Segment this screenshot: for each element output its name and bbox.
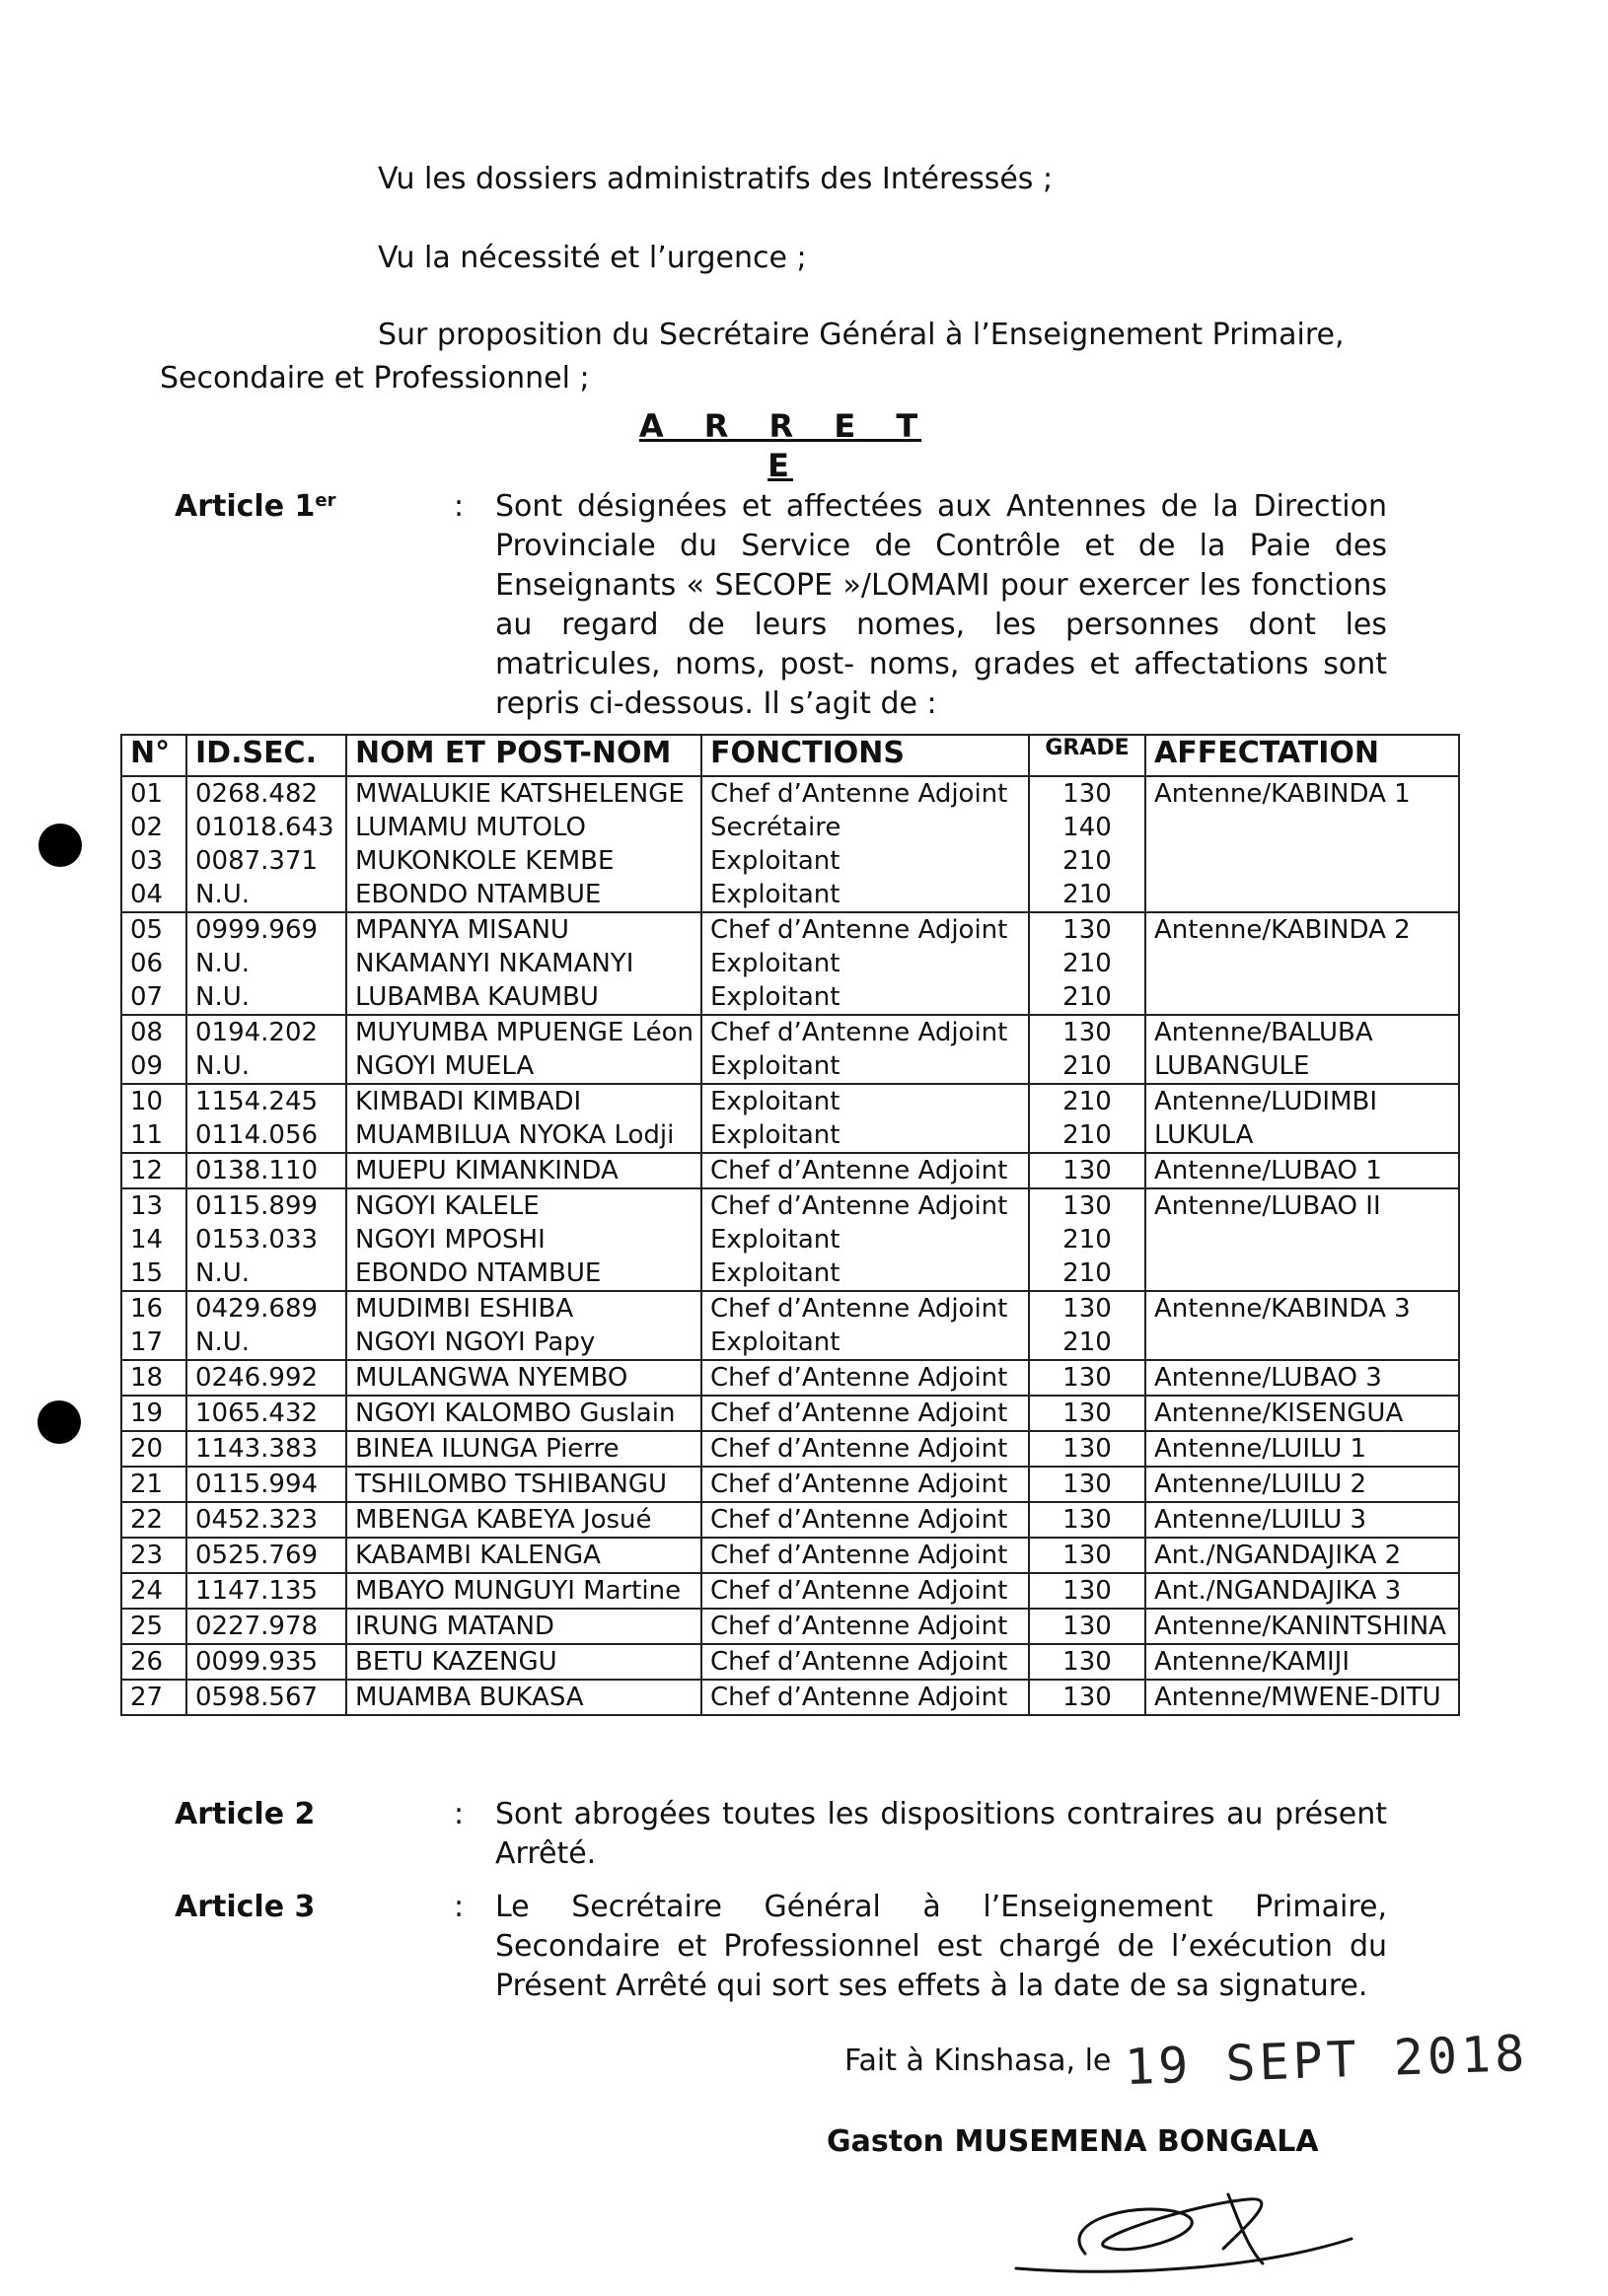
cell-row-number: 09 [121,1049,186,1084]
cell-row-number: 10 [121,1084,186,1118]
cell-grade: 130 [1029,1291,1145,1326]
table-row [121,1644,1459,1680]
cell-id-sec: 0525.769 [186,1538,346,1573]
cell-nom-post-nom: EBONDO NTAMBUE [346,1256,701,1291]
table-row [121,1502,1459,1538]
cell-fonction: Chef d’Antenne Adjoint [701,1360,1029,1396]
cell-id-sec: 01018.643 [186,811,346,844]
page-title: A R R E T E [638,407,922,484]
cell-row-number: 11 [121,1118,186,1153]
header-grade: GRADE [1029,735,1145,776]
header-id-sec: ID.SEC. [186,735,346,776]
cell-id-sec: 0153.033 [186,1223,346,1256]
cell-fonction: Exploitant [701,980,1029,1015]
cell-nom-post-nom: LUBAMBA KAUMBU [346,980,701,1015]
cell-affectation: Antenne/KAMIJI [1145,1644,1459,1680]
table-row [121,1396,1459,1431]
header-fonctions: FONCTIONS [701,735,1029,776]
cell-row-number: 01 [121,776,186,811]
cell-affectation: Antenne/KISENGUA [1145,1396,1459,1431]
cell-fonction: Exploitant [701,947,1029,980]
intro-line-necessite: Vu la nécessité et l’urgence ; [378,241,807,275]
cell-id-sec: 0268.482 [186,776,346,811]
cell-grade: 210 [1029,980,1145,1015]
cell-fonction: Chef d’Antenne Adjoint [701,1680,1029,1715]
cell-id-sec: 1147.135 [186,1573,346,1609]
cell-id-sec: 1154.245 [186,1084,346,1118]
cell-id-sec: 0227.978 [186,1609,346,1644]
cell-affectation: Antenne/LUBAO 3 [1145,1360,1459,1396]
cell-nom-post-nom: MUKONKOLE KEMBE [346,844,701,878]
cell-id-sec: 0138.110 [186,1153,346,1188]
cell-fonction: Chef d’Antenne Adjoint [701,1573,1029,1609]
table-row [121,912,1459,947]
cell-id-sec: 0115.899 [186,1188,346,1223]
table-row [121,1360,1459,1396]
cell-nom-post-nom: MPANYA MISANU [346,912,701,947]
cell-affectation: Antenne/LUBAO II [1145,1188,1459,1291]
cell-id-sec: 0115.994 [186,1467,346,1502]
table-header-row [121,735,1459,776]
cell-nom-post-nom: NGOYI KALOMBO Guslain [346,1396,701,1431]
cell-id-sec: 0246.992 [186,1360,346,1396]
cell-grade: 130 [1029,1467,1145,1502]
cell-nom-post-nom: NGOYI MUELA [346,1049,701,1084]
table-body [121,776,1459,1715]
cell-grade: 130 [1029,1644,1145,1680]
cell-fonction: Chef d’Antenne Adjoint [701,1153,1029,1188]
cell-affectation: Antenne/KABINDA 2 [1145,912,1459,1015]
cell-grade: 130 [1029,1609,1145,1644]
cell-row-number: 19 [121,1396,186,1431]
cell-affectation: Antenne/LUBAO 1 [1145,1153,1459,1188]
cell-row-number: 14 [121,1223,186,1256]
cell-grade: 210 [1029,844,1145,878]
cell-grade: 130 [1029,1153,1145,1188]
table-row [121,776,1459,811]
cell-nom-post-nom: NKAMANYI NKAMANYI [346,947,701,980]
cell-fonction: Exploitant [701,1118,1029,1153]
table-row [121,1467,1459,1502]
article-1-text: Sont désignées et affectées aux Antennes de la Direction Provinciale du Service de Contrôle et de la Paie des Enseignants « SECOPE »/LOMAMI pour exercer les fonctions au regard de leurs nomes, les personnes dont les matricules, noms, post- noms, grades et affectations sont repris ci-dessous. Il s’agit de : [495,489,1387,721]
signatory-name: Gaston MUSEMENA BONGALA [827,2124,1319,2159]
header-affectation: AFFECTATION [1145,735,1459,776]
cell-fonction: Secrétaire [701,811,1029,844]
cell-row-number: 08 [121,1015,186,1049]
cell-row-number: 03 [121,844,186,878]
cell-nom-post-nom: KABAMBI KALENGA [346,1538,701,1573]
cell-nom-post-nom: MUDIMBI ESHIBA [346,1291,701,1326]
closing-place: Fait à Kinshasa, le [844,2044,1112,2078]
cell-id-sec: 0429.689 [186,1291,346,1326]
cell-grade: 210 [1029,947,1145,980]
margin-bullet-1 [38,824,82,867]
cell-row-number: 04 [121,878,186,912]
cell-row-number: 18 [121,1360,186,1396]
cell-fonction: Chef d’Antenne Adjoint [701,776,1029,811]
cell-row-number: 27 [121,1680,186,1715]
article-2-colon: : [454,1797,465,1831]
cell-id-sec: 0194.202 [186,1015,346,1049]
cell-affectation: Antenne/LUILU 1 [1145,1431,1459,1467]
cell-row-number: 16 [121,1291,186,1326]
cell-affectation: Antenne/LUILU 3 [1145,1502,1459,1538]
cell-grade: 130 [1029,1502,1145,1538]
cell-affectation: Antenne/KABINDA 1 [1145,776,1459,912]
cell-fonction: Chef d’Antenne Adjoint [701,1538,1029,1573]
cell-id-sec: 1065.432 [186,1396,346,1431]
cell-row-number: 13 [121,1188,186,1223]
cell-grade: 210 [1029,1084,1145,1118]
cell-nom-post-nom: BETU KAZENGU [346,1644,701,1680]
cell-row-number: 06 [121,947,186,980]
cell-fonction: Exploitant [701,844,1029,878]
cell-affectation: Antenne/BALUBA LUBANGULE [1145,1015,1459,1084]
cell-grade: 130 [1029,1431,1145,1467]
cell-fonction: Exploitant [701,1326,1029,1360]
article-1-colon: : [454,489,465,524]
header-nom: NOM ET POST-NOM [346,735,701,776]
cell-row-number: 25 [121,1609,186,1644]
table-row [121,1015,1459,1049]
cell-fonction: Exploitant [701,1084,1029,1118]
cell-row-number: 20 [121,1431,186,1467]
cell-id-sec: 0087.371 [186,844,346,878]
intro-line-proposition: Sur proposition du Secrétaire Général à l’Enseignement Primaire, [378,318,1345,352]
table-row [121,1573,1459,1609]
cell-fonction: Chef d’Antenne Adjoint [701,912,1029,947]
cell-nom-post-nom: MUYUMBA MPUENGE Léon [346,1015,701,1049]
handwritten-signature [996,2160,1371,2288]
cell-id-sec: 0999.969 [186,912,346,947]
cell-row-number: 12 [121,1153,186,1188]
cell-row-number: 17 [121,1326,186,1360]
cell-nom-post-nom: NGOYI KALELE [346,1188,701,1223]
cell-grade: 130 [1029,912,1145,947]
cell-fonction: Chef d’Antenne Adjoint [701,1502,1029,1538]
table-row [121,1680,1459,1715]
cell-id-sec: 0598.567 [186,1680,346,1715]
cell-affectation: Antenne/LUILU 2 [1145,1467,1459,1502]
cell-row-number: 26 [121,1644,186,1680]
cell-nom-post-nom: MUAMBILUA NYOKA Lodji [346,1118,701,1153]
cell-id-sec: 0099.935 [186,1644,346,1680]
article-3-label: Article 3 [175,1890,316,1924]
article-2-label: Article 2 [175,1797,316,1831]
cell-nom-post-nom: TSHILOMBO TSHIBANGU [346,1467,701,1502]
article-1-label-sup: er [315,490,336,511]
cell-row-number: 22 [121,1502,186,1538]
cell-nom-post-nom: MWALUKIE KATSHELENGE [346,776,701,811]
cell-nom-post-nom: IRUNG MATAND [346,1609,701,1644]
cell-id-sec: N.U. [186,1326,346,1360]
cell-fonction: Chef d’Antenne Adjoint [701,1609,1029,1644]
cell-row-number: 23 [121,1538,186,1573]
cell-nom-post-nom: KIMBADI KIMBADI [346,1084,701,1118]
cell-fonction: Chef d’Antenne Adjoint [701,1396,1029,1431]
article-3-colon: : [454,1890,465,1924]
cell-fonction: Chef d’Antenne Adjoint [701,1291,1029,1326]
table-row [121,1609,1459,1644]
cell-id-sec: N.U. [186,878,346,912]
cell-grade: 130 [1029,1015,1145,1049]
intro-line-secondaire: Secondaire et Professionnel ; [160,361,590,395]
header-no: N° [121,735,186,776]
cell-fonction: Chef d’Antenne Adjoint [701,1015,1029,1049]
cell-grade: 210 [1029,878,1145,912]
cell-affectation: Antenne/KABINDA 3 [1145,1291,1459,1360]
cell-row-number: 05 [121,912,186,947]
date-stamp: 19 SEPT 2018 [1124,2024,1530,2097]
cell-id-sec: N.U. [186,980,346,1015]
cell-affectation: Antenne/KANINTSHINA [1145,1609,1459,1644]
cell-nom-post-nom: NGOYI MPOSHI [346,1223,701,1256]
cell-affectation: Ant./NGANDAJIKA 3 [1145,1573,1459,1609]
assignments-table [120,734,1460,1716]
cell-grade: 210 [1029,1223,1145,1256]
cell-nom-post-nom: MUEPU KIMANKINDA [346,1153,701,1188]
table-row [121,1084,1459,1118]
cell-nom-post-nom: MULANGWA NYEMBO [346,1360,701,1396]
cell-nom-post-nom: MBENGA KABEYA Josué [346,1502,701,1538]
cell-grade: 130 [1029,1396,1145,1431]
cell-grade: 130 [1029,1360,1145,1396]
cell-nom-post-nom: BINEA ILUNGA Pierre [346,1431,701,1467]
cell-grade: 210 [1029,1326,1145,1360]
cell-id-sec: N.U. [186,947,346,980]
cell-nom-post-nom: LUMAMU MUTOLO [346,811,701,844]
cell-id-sec: 1143.383 [186,1431,346,1467]
cell-row-number: 24 [121,1573,186,1609]
cell-row-number: 07 [121,980,186,1015]
article-1-label [175,487,335,527]
cell-grade: 130 [1029,1538,1145,1573]
table-row [121,1291,1459,1326]
intro-line-dossiers: Vu les dossiers administratifs des Intéressés ; [378,162,1054,196]
cell-affectation: Antenne/MWENE-DITU [1145,1680,1459,1715]
cell-grade: 210 [1029,1118,1145,1153]
table-row [121,1538,1459,1573]
cell-row-number: 02 [121,811,186,844]
cell-nom-post-nom: MBAYO MUNGUYI Martine [346,1573,701,1609]
cell-grade: 130 [1029,776,1145,811]
cell-grade: 140 [1029,811,1145,844]
cell-nom-post-nom: MUAMBA BUKASA [346,1680,701,1715]
article-3-text: Le Secrétaire Général à l’Enseignement Primaire, Secondaire et Professionnel est chargé de l’exécution du Présent Arrêté qui sort ses effets à la date de sa signature. [495,1890,1387,2003]
table-row [121,1188,1459,1223]
cell-affectation: Antenne/LUDIMBI LUKULA [1145,1084,1459,1153]
article-2-text: Sont abrogées toutes les dispositions contraires au présent Arrêté. [495,1797,1387,1871]
table-row [121,1431,1459,1467]
cell-fonction: Exploitant [701,1049,1029,1084]
cell-id-sec: 0114.056 [186,1118,346,1153]
cell-nom-post-nom: NGOYI NGOYI Papy [346,1326,701,1360]
cell-fonction: Exploitant [701,878,1029,912]
cell-row-number: 21 [121,1467,186,1502]
cell-grade: 130 [1029,1680,1145,1715]
cell-row-number: 15 [121,1256,186,1291]
cell-grade: 130 [1029,1573,1145,1609]
cell-grade: 210 [1029,1256,1145,1291]
cell-fonction: Exploitant [701,1256,1029,1291]
cell-id-sec: N.U. [186,1256,346,1291]
cell-id-sec: N.U. [186,1049,346,1084]
cell-fonction: Chef d’Antenne Adjoint [701,1467,1029,1502]
cell-id-sec: 0452.323 [186,1502,346,1538]
cell-fonction: Exploitant [701,1223,1029,1256]
article-1-label-text: Article 1 [175,489,316,524]
cell-grade: 210 [1029,1049,1145,1084]
cell-fonction: Chef d’Antenne Adjoint [701,1431,1029,1467]
cell-grade: 130 [1029,1188,1145,1223]
cell-nom-post-nom: EBONDO NTAMBUE [346,878,701,912]
cell-fonction: Chef d’Antenne Adjoint [701,1644,1029,1680]
margin-bullet-2 [37,1400,81,1444]
cell-affectation: Ant./NGANDAJIKA 2 [1145,1538,1459,1573]
cell-fonction: Chef d’Antenne Adjoint [701,1188,1029,1223]
table-row [121,1153,1459,1188]
